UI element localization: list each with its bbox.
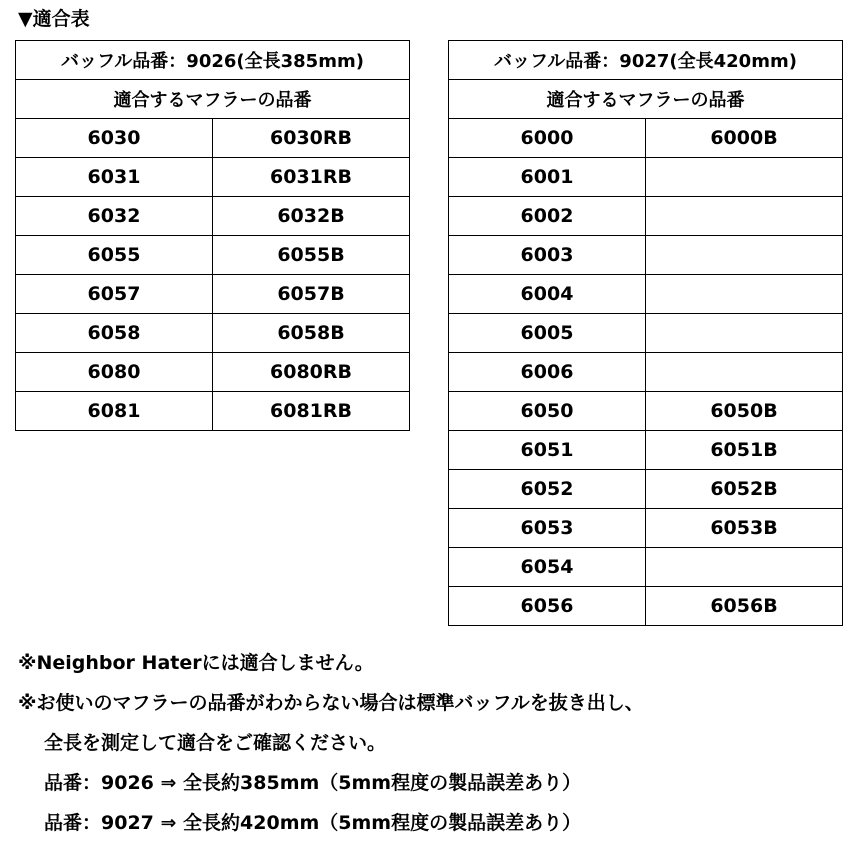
muffler-number: 6030 (16, 119, 213, 158)
muffler-number: 6056 (449, 587, 646, 626)
muffler-variant: 6052B (646, 470, 843, 509)
muffler-number: 6080 (16, 353, 213, 392)
muffler-variant: 6081RB (213, 392, 410, 431)
muffler-number: 6081 (16, 392, 213, 431)
table-row (16, 119, 410, 158)
table-row (16, 314, 410, 353)
table-row (449, 509, 843, 548)
table-row (449, 353, 843, 392)
muffler-variant: 6080RB (213, 353, 410, 392)
muffler-number: 6005 (449, 314, 646, 353)
muffler-number: 6050 (449, 392, 646, 431)
table-row (449, 197, 843, 236)
muffler-number: 6055 (16, 236, 213, 275)
compatible-muffler-label: 適合するマフラーの品番 (449, 80, 843, 119)
table-row (16, 197, 410, 236)
muffler-number: 6031 (16, 158, 213, 197)
table-row (449, 236, 843, 275)
muffler-variant: 6032B (213, 197, 410, 236)
muffler-variant: 6051B (646, 431, 843, 470)
table-row (16, 392, 410, 431)
baffle-title: バッフル品番：9027(全長420mm) (449, 41, 843, 80)
note-9027-length: 品番：9027 ⇒ 全長約420mm（5mm程度の製品誤差あり） (44, 812, 582, 834)
muffler-variant: 6030RB (213, 119, 410, 158)
muffler-number: 6006 (449, 353, 646, 392)
notes (18, 643, 848, 843)
table-row (449, 314, 843, 353)
table-header-row (16, 41, 410, 80)
table-row (16, 353, 410, 392)
muffler-variant (646, 314, 843, 353)
muffler-number: 6057 (16, 275, 213, 314)
muffler-variant: 6055B (213, 236, 410, 275)
muffler-number: 6058 (16, 314, 213, 353)
note-incompatible: ※Neighbor Haterには適合しません。 (18, 652, 374, 674)
muffler-number: 6054 (449, 548, 646, 587)
fitment-table-heading: ▼適合表 (18, 8, 90, 30)
muffler-variant (646, 197, 843, 236)
table-row (449, 431, 843, 470)
muffler-number: 6052 (449, 470, 646, 509)
table-row (449, 587, 843, 626)
note-measure-length: 全長を測定して適合をご確認ください。 (44, 732, 387, 754)
muffler-variant (646, 548, 843, 587)
table-row (449, 119, 843, 158)
muffler-variant: 6031RB (213, 158, 410, 197)
muffler-variant (646, 275, 843, 314)
muffler-variant: 6050B (646, 392, 843, 431)
table-row (16, 158, 410, 197)
fitment-table-9026 (15, 40, 410, 431)
muffler-number: 6002 (449, 197, 646, 236)
table-row (449, 548, 843, 587)
table-row (16, 236, 410, 275)
muffler-variant (646, 236, 843, 275)
muffler-number: 6001 (449, 158, 646, 197)
muffler-number: 6032 (16, 197, 213, 236)
note-unknown-number: ※お使いのマフラーの品番がわからない場合は標準バッフルを抜き出し、 (18, 692, 644, 714)
muffler-number: 6003 (449, 236, 646, 275)
muffler-number: 6000 (449, 119, 646, 158)
muffler-variant: 6053B (646, 509, 843, 548)
muffler-variant: 6056B (646, 587, 843, 626)
table-row (449, 392, 843, 431)
table-subheader-row (449, 80, 843, 119)
note-9026-length: 品番：9026 ⇒ 全長約385mm（5mm程度の製品誤差あり） (44, 772, 582, 794)
muffler-number: 6004 (449, 275, 646, 314)
table-subheader-row (16, 80, 410, 119)
muffler-number: 6053 (449, 509, 646, 548)
table-row (449, 158, 843, 197)
fitment-table-9027 (448, 40, 843, 626)
table-row (16, 275, 410, 314)
muffler-variant: 6000B (646, 119, 843, 158)
baffle-title: バッフル品番：9026(全長385mm) (16, 41, 410, 80)
muffler-variant (646, 158, 843, 197)
table-header-row (449, 41, 843, 80)
muffler-variant (646, 353, 843, 392)
muffler-number: 6051 (449, 431, 646, 470)
compatible-muffler-label: 適合するマフラーの品番 (16, 80, 410, 119)
muffler-variant: 6057B (213, 275, 410, 314)
table-row (449, 470, 843, 509)
muffler-variant: 6058B (213, 314, 410, 353)
table-row (449, 275, 843, 314)
